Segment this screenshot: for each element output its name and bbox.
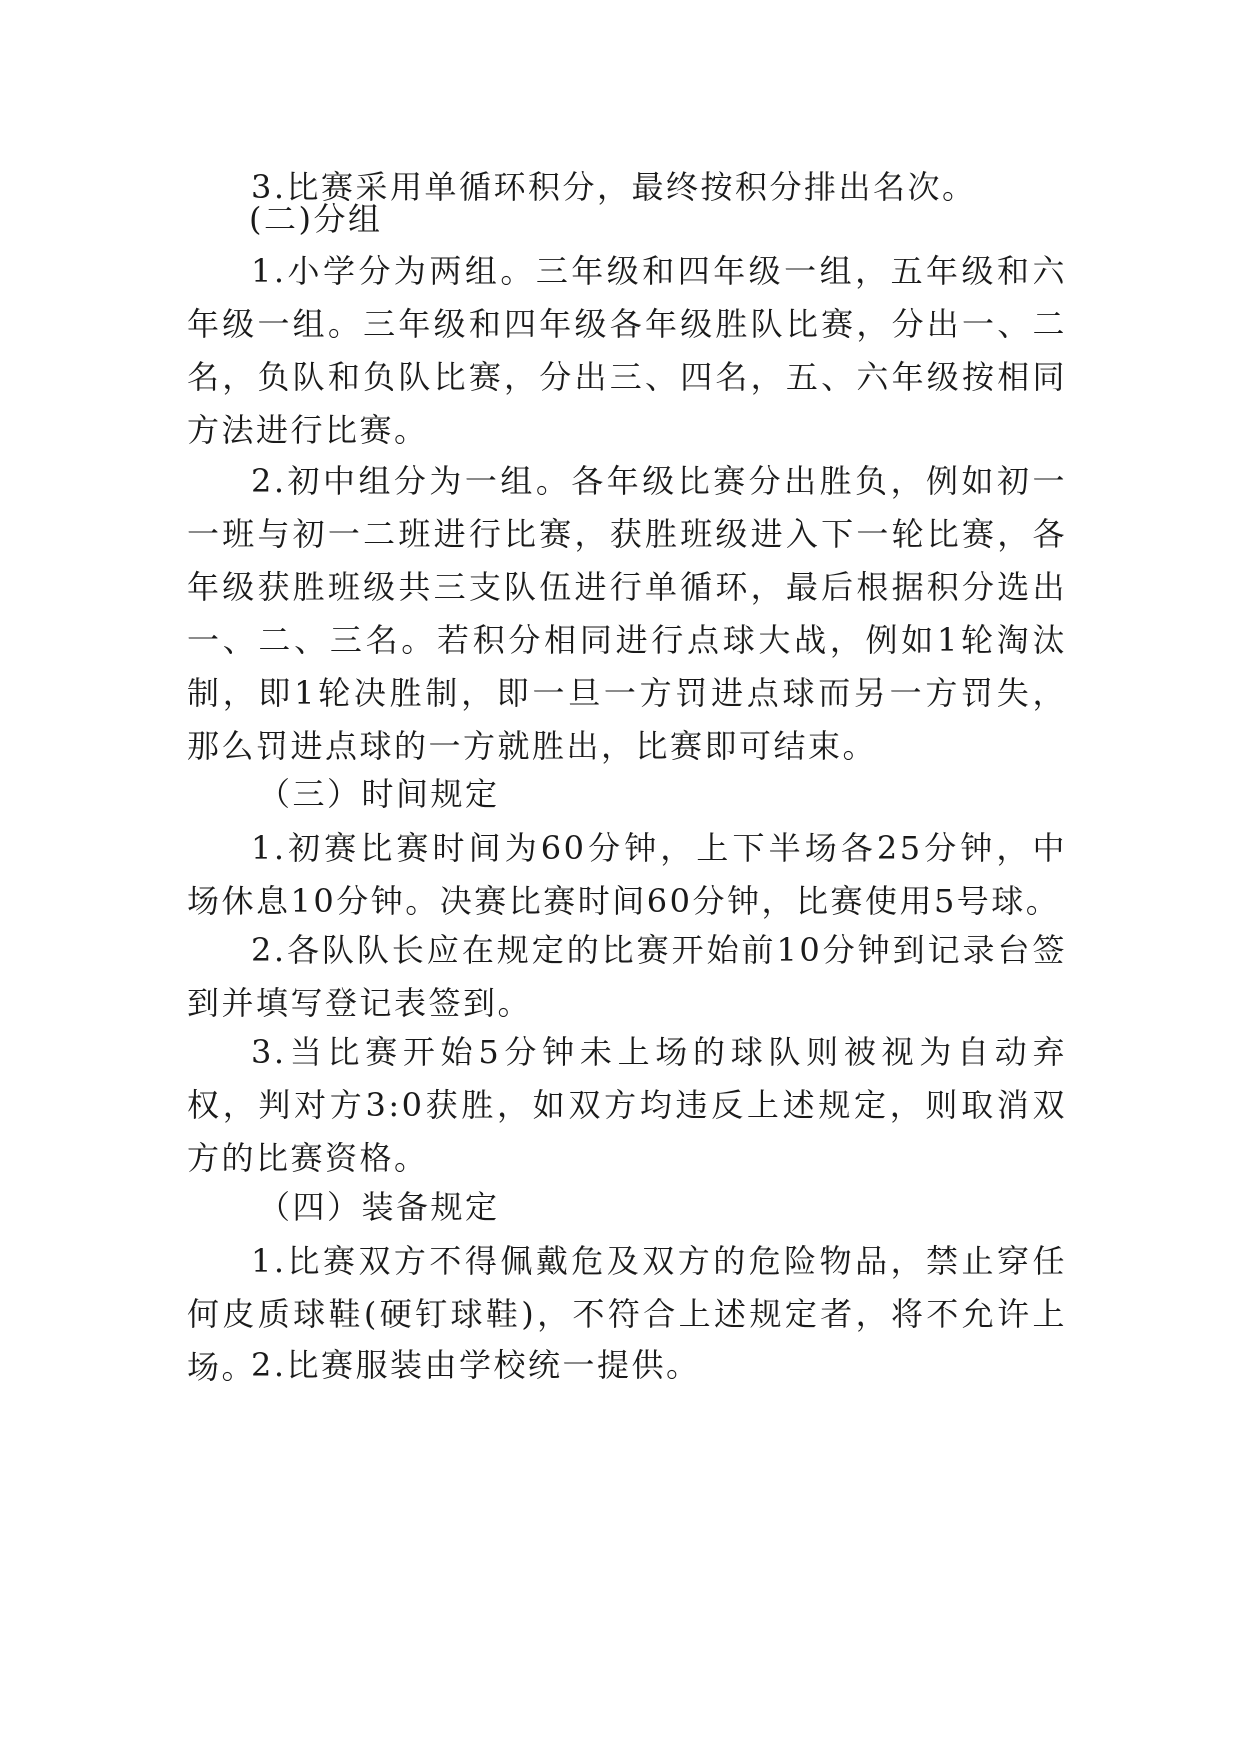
section-heading-grouping: (二)分组 <box>249 200 383 238</box>
paragraph-forfeit-rule: 3.当比赛开始5分钟未上场的球队则被视为自动弃权，判对方3:0获胜，如双方均违反上述规定，则取消双方的比赛资格。 <box>187 1033 1067 1177</box>
paragraph-scoring-rule: 3.比赛采用单循环积分，最终按积分排出名次。 <box>251 168 977 206</box>
paragraph-junior-groups: 2.初中组分为一组。各年级比赛分出胜负，例如初一一班与初一二班进行比赛，获胜班级进入下一轮比赛，各年级获胜班级共三支队伍进行单循环，最后根据积分选出一、二、三名。若积分相同进行点球大战，例如1轮淘汰制，即1轮决胜制，即一旦一方罚进点球而另一方罚失，那么罚进点球的一方就胜出，比赛即可结束。 <box>187 462 1067 765</box>
paragraph-match-duration: 1.初赛比赛时间为60分钟，上下半场各25分钟，中场休息10分钟。决赛比赛时间60分钟，比赛使用5号球。 <box>187 829 1067 920</box>
section-heading-equipment-rules: （四）装备规定 <box>258 1188 500 1226</box>
paragraph-captain-signin: 2.各队队长应在规定的比赛开始前10分钟到记录台签到并填写登记表签到。 <box>187 931 1067 1022</box>
paragraph-uniforms: 2.比赛服装由学校统一提供。 <box>251 1346 701 1384</box>
paragraph-forbidden-items: 1.比赛双方不得佩戴危及双方的危险物品，禁止穿任何皮质球鞋(硬钉球鞋)，不符合上述规定者，将不允许上场。 <box>187 1242 1067 1386</box>
paragraph-primary-groups: 1.小学分为两组。三年级和四年级一组，五年级和六年级一组。三年级和四年级各年级胜队比赛，分出一、二名，负队和负队比赛，分出三、四名，五、六年级按相同方法进行比赛。 <box>187 252 1067 449</box>
section-heading-time-rules: （三）时间规定 <box>258 775 500 813</box>
